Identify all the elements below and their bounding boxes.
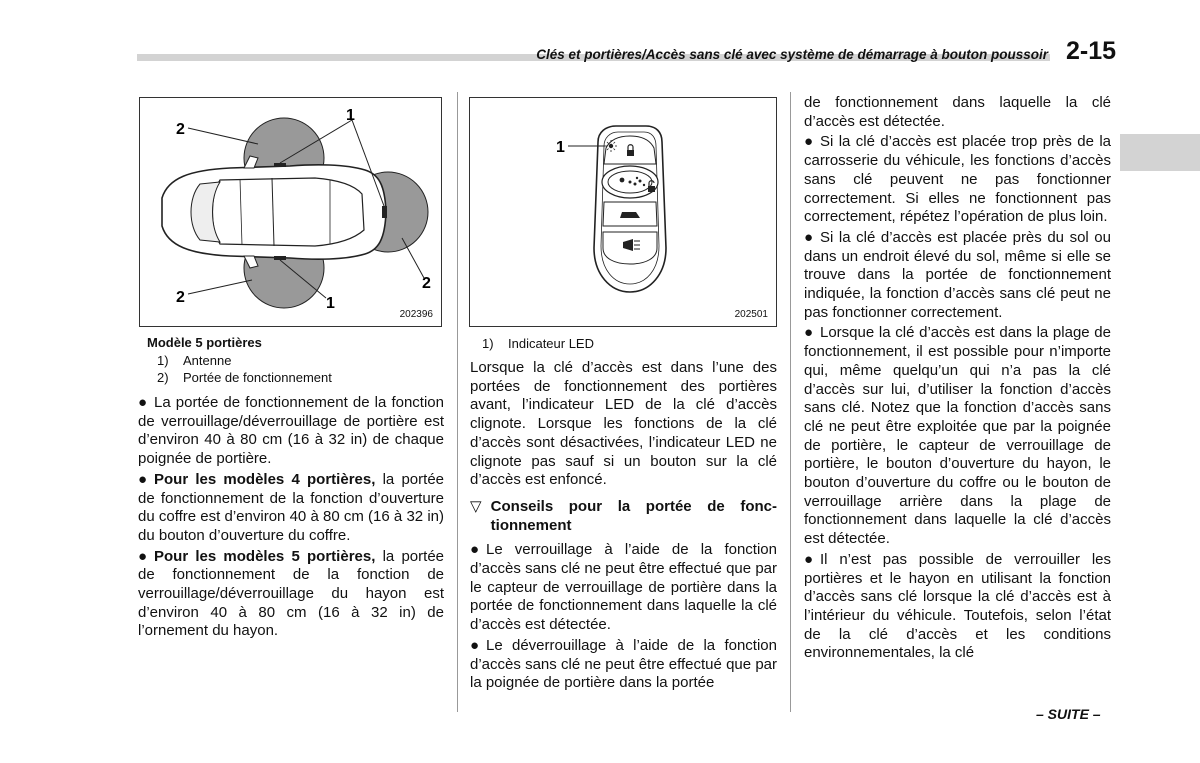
emphasis-4-door: Pour les modèles 4 portières,: [154, 470, 376, 488]
paragraph-text: Le déverrouillage à l’aide de la fonction d’accès sans clé ne peut être effectué que par la poignée de portière dans la portée: [470, 636, 777, 692]
continued-marker: – SUITE –: [1036, 706, 1101, 722]
caption-title: Modèle 5 portières: [147, 335, 262, 350]
callout-range-bottom: 2: [176, 289, 185, 306]
bullet-icon: ●: [804, 324, 814, 342]
paragraph-ground-height: [804, 229, 1111, 323]
paragraph-locking-tip: [470, 541, 777, 635]
paragraph-text: La portée de fonctionnement de la fonction de verrouillage/déverrouillage de portière est d’environ 40 à 80 cm (16 à 32 in) de chaque poignée de portière.: [138, 394, 444, 468]
paragraph-text: Lorsque la clé d’accès est dans la plage de fonctionnement, il est possible pour n’importe qui, même quelqu’un qui n’a pas la clé d’accès sur lui, d’utiliser la fonction d’accès sans clé. Notez que la fonction d’accès sans clé ne peut être exploitée que par la poignée de portière, le capteur de verrouillage de portière, le bouton d’ouverture du hayon, le bouton d’ouverture du coffre ou le bouton de verrouillage arrière dans la plage de fonctionnement dans laquelle la clé d’accès est détectée.: [804, 324, 1111, 548]
bullet-icon: ●: [138, 547, 148, 565]
paragraph-too-close: [804, 133, 1111, 227]
paragraph-text: Si la clé d’accès est placée près du sol ou dans un endroit élevé du sol, même si elle se trouve dans la portée de fonctionnement indiquée, la fonction d’accès sans clé peut ne pas fonctionner correctement.: [804, 228, 1111, 321]
paragraph-continued: de fonctionnement dans laquelle la clé d’accès est détectée.: [804, 94, 1111, 130]
antenna-front-door: [274, 163, 286, 167]
paragraph-anyone-access: [804, 324, 1111, 548]
bullet-icon: ●: [470, 636, 480, 654]
car-diagram-illustration: [140, 98, 441, 326]
callout-antenna-top: 1: [346, 107, 355, 124]
triangle-icon: ▽: [470, 497, 482, 515]
car-roof: [213, 178, 365, 246]
figure-caption-car: [147, 334, 447, 387]
column-divider-1: [457, 92, 458, 712]
paragraph-range-trunk: [138, 471, 444, 546]
figure-caption-key: [472, 335, 772, 353]
bullet-icon: ●: [804, 228, 814, 246]
paragraph-text: Si la clé d’accès est placée trop près de la carrosserie du véhicule, les fonctions d’accès sans clé peuvent ne pas fonctionner correctement. Si elles ne fonctionnent pas correctement, répétez l’opération de plus loin.: [804, 133, 1111, 226]
caption-item-number: 2): [157, 370, 169, 385]
paragraph-range-tailgate: [138, 548, 444, 642]
paragraph-key-inside: [804, 551, 1111, 663]
chapter-tab: [1120, 134, 1200, 171]
caption-item: [472, 335, 772, 353]
emphasis-5-door: Pour les modèles 5 portières,: [154, 547, 376, 565]
figure-code: 202396: [399, 309, 433, 320]
paragraph-text: Le verrouillage à l’aide de la fonction d’accès sans clé ne peut être effectué que par le capteur de verrouillage de portière dans la portée de fonctionnement dans laquelle la clé d’accès est détectée.: [470, 541, 777, 634]
bullet-icon: ●: [138, 394, 148, 411]
paragraph-text: la portée de fonctionnement de la fonction de verrouillage/déverrouillage du hayon est d’environ 40 à 80 cm (16 à 32 in) de l’ornement du hayon.: [138, 547, 444, 640]
callout-range-top: 2: [176, 121, 185, 138]
paragraph-range-door: [138, 394, 444, 469]
page-number: 2-15: [1066, 37, 1117, 65]
bullet-icon: ●: [804, 133, 814, 151]
bullet-icon: ●: [138, 470, 148, 488]
column-2-text: [470, 359, 777, 695]
lock-icon: [627, 150, 634, 156]
paragraph-text: Il n’est pas possible de verrouiller les portières et le hayon en utilisant la fonction d’accès sans clé lorsque la clé d’accès est à l’intérieur du véhicule. Toutefois, selon l’état de la clé d’accès et les conditions environnementales, la clé: [804, 550, 1111, 662]
caption-item-text: Indicateur LED: [508, 336, 594, 351]
caption-item: [147, 369, 447, 387]
column-3-text: [804, 94, 1111, 665]
paragraph-led-behavior: Lorsque la clé d’accès est dans l’une des portées de fonctionnement des portières avant, l’indicateur LED de la clé d’accès clignote. Lorsque les fonctions de la clé d’accès sont désactivées, l’indicateur LED ne clignote pas sauf si un bouton sur la clé d’accès est enfoncé.: [470, 359, 777, 489]
paragraph-text: la portée de fonctionnement de la fonction d’ouverture du coffre est d’environ 40 à 80 cm (16 à 32 in) du bouton d’ouverture du coffre.: [138, 470, 444, 544]
callout-led: 1: [556, 139, 565, 156]
section-heading: [470, 498, 777, 535]
caption-item: [147, 352, 447, 370]
paragraph-unlocking-tip: [470, 637, 777, 693]
caption-item-text: Portée de fonctionnement: [183, 370, 332, 385]
running-header: Clés et portières/Accès sans clé avec système de démarrage à bouton poussoir: [536, 47, 1048, 62]
callout-antenna-bottom: 1: [326, 295, 335, 312]
caption-item-number: 1): [482, 336, 494, 351]
column-divider-2: [790, 92, 791, 712]
callout-range-tailgate: 2: [422, 275, 431, 292]
section-heading-text: Conseils pour la portée de fonctionnement: [490, 497, 777, 534]
antenna-rear-door: [274, 256, 286, 260]
bullet-icon: ●: [804, 550, 814, 568]
led-indicator-icon: [609, 144, 613, 148]
figure-car-operating-range: [139, 97, 442, 327]
antenna-tailgate: [382, 206, 387, 218]
figure-access-key: [469, 97, 777, 327]
column-1-text: [138, 394, 444, 643]
bullet-icon: ●: [470, 541, 480, 559]
caption-item-text: Antenne: [183, 352, 232, 368]
unlock-icon: [648, 186, 655, 192]
caption-item-number: 1): [157, 352, 169, 368]
figure-code: 202501: [734, 309, 768, 320]
access-key-illustration: [470, 98, 776, 326]
